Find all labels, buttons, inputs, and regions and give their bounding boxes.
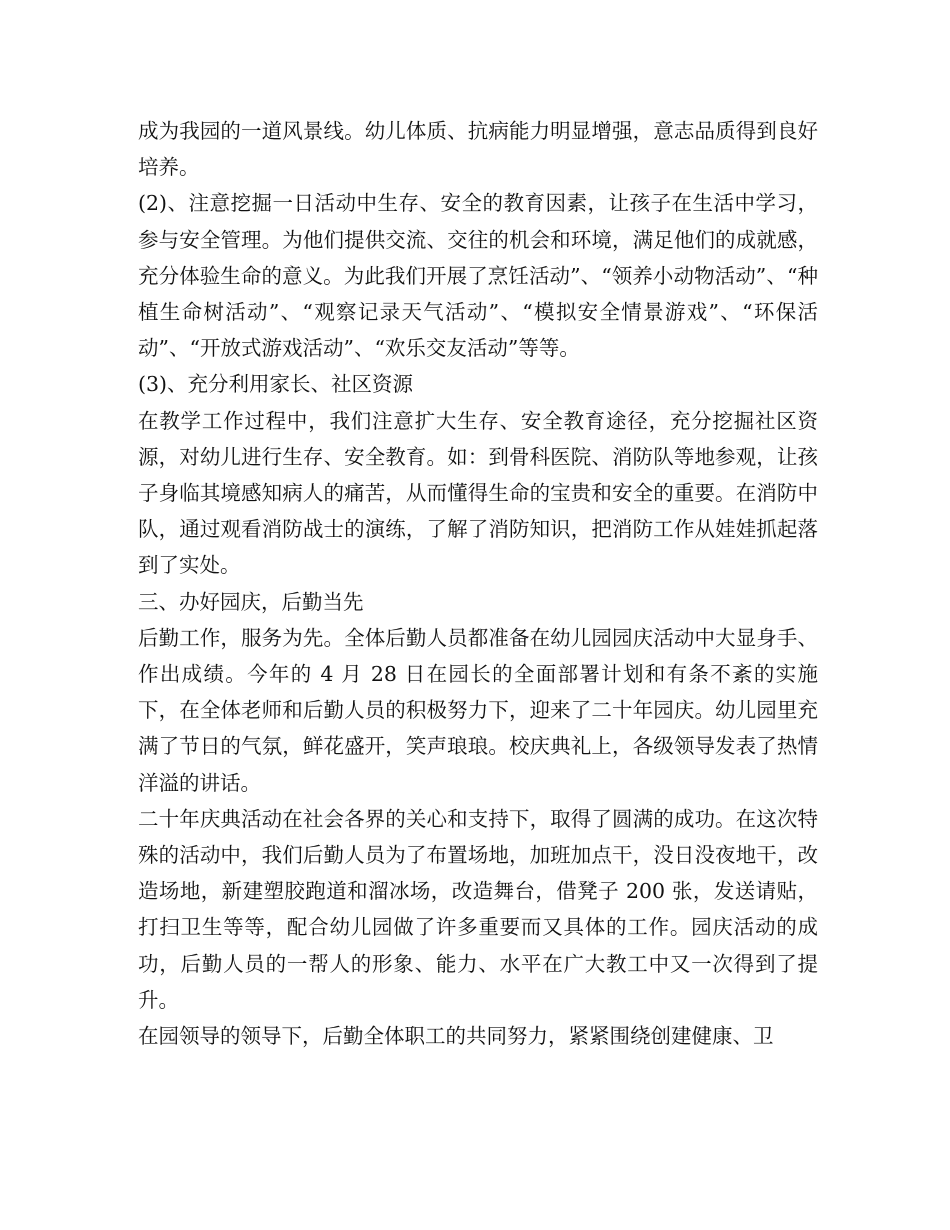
paragraph-leadership: 在园领导的领导下，后勤全体职工的共同努力，紧紧围绕创建健康、卫 (138, 1024, 774, 1049)
paragraph-continuation: 成为我园的一道风景线。幼儿体质、抗病能力明显增强，意志品质得到良好培养。 (138, 119, 818, 180)
paragraph-logistics-service: 后勤工作，服务为先。全体后勤人员都准备在幼儿园园庆活动中大显身手、作出成绩。今年的 4 月 28 日在园长的全面部署计划和有条不紊的实施下，在全体老师和后勤人员的积极努力下，迎来了二十年园庆。幼儿园里充满了节日的气氛，鲜花盛开，笑声琅琅。校庆典礼上，各级领导发表了热情洋溢的讲话。 (138, 625, 818, 795)
paragraph-life-safety-activities: (2)、注意挖掘一日活动中生存、安全的教育因素，让孩子在生活中学习，参与安全管理。为他们提供交流、交往的机会和环境，满足他们的成就感，充分体验生命的意义。为此我们开展了烹饪活动”、“领养小动物活动”、“种植生命树活动”、“观察记录天气活动”、“模拟安全情景游戏”、“环保活动”、“开放式游戏活动”、“欢乐交友活动”等等。 (138, 191, 818, 361)
paragraph-community-education: 在教学工作过程中，我们注意扩大生存、安全教育途径，充分挖掘社区资源，对幼儿进行生存、安全教育。如：到骨科医院、消防队等地参观，让孩子身临其境感知病人的痛苦，从而懂得生命的宝贵和安全的重要。在消防中队，通过观看消防战士的演练，了解了消防知识，把消防工作从娃娃抓起落到了实处。 (138, 408, 818, 578)
subheading-community-resources: (3)、充分利用家长、社区资源 (138, 372, 414, 397)
document-body (138, 113, 818, 1054)
section-heading-anniversary: 三、办好园庆，后勤当先 (138, 589, 364, 614)
paragraph-anniversary-success: 二十年庆典活动在社会各界的关心和支持下，取得了圆满的成功。在这次特殊的活动中，我们后勤人员为了布置场地，加班加点干，没日没夜地干，改造场地，新建塑胶跑道和溜冰场，改造舞台，借凳子 200 张，发送请贴，打扫卫生等等，配合幼儿园做了许多重要而又具体的工作。园庆活动的成功，后勤人员的一帮人的形象、能力、水平在广大教工中又一次得到了提升。 (138, 806, 818, 1012)
